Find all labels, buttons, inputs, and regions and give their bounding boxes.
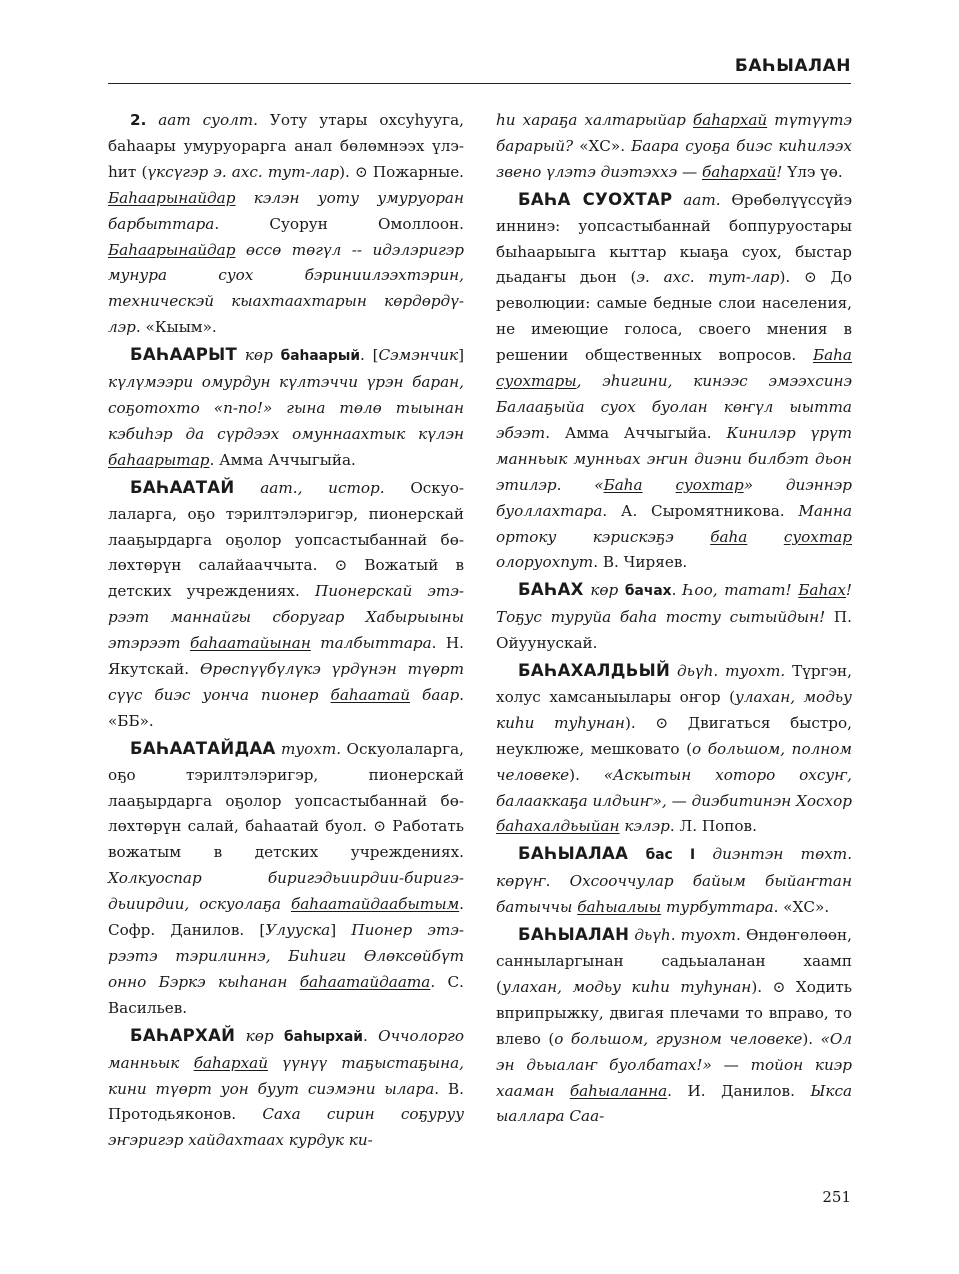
entry-bahyalaa: БАҺЫАЛАА бас I диэнтэн төхт. көрүҥ. Охсооччулар байым быйаҥтан батыччы баһыалыы турбуттара. «ХС». xyxy=(496,844,853,917)
entry-bahaaryt: БАҺААРЫТ көр баһаарый. [Сэмэнчик] күлүмээри омурдун күлтэччи үрэн баран, соҕотохто «п-по!» гына төлө тыынан кэбиһэр да сүрдээх омуннаахтык күлэн баһаарытар. Амма Аччыгыйа. xyxy=(108,345,464,469)
entry-bahaatai: БАҺААТАЙ аат., истор. Оскуолаларга, оҕо тэрилтэлэригэр, пионерскай лааҕырдарга оҕолор уопсастыбаннай бөлөхтөрүн салайааччыта. ⊙ Вожатый в детских учреждениях. Пионерскай этэрээт маннайгы сборугар Хабырыыны этэрээт баһаатайынан талбыттара. Н. Якутскай. Өрөспүүбүлүкэ үрдүнэн түөрт сүүс биэс уонча пионер баһаатай баар. «ББ». xyxy=(108,477,464,730)
entry-bahyalan: БАҺЫАЛАН дьүһ. туохт. Өндөҥөлөөн, санныларгынан садьыаланан хаамп (улахан, модьу киһи туһунан). ⊙ Ходить вприпрыжку, двигая плечами то вправо, то влево (о большом, грузном человеке). «Ол эн дьыалаҥ буолбатах!» — тойон киэр хааман баһыаланна. И. Данилов. Ыкса ыаллара Саа- xyxy=(496,925,853,1126)
headword: БАҺЫАЛАН xyxy=(518,925,630,945)
headword: БАҺАХ xyxy=(518,580,584,600)
header-rule xyxy=(108,83,851,84)
headword: БАҺЫАЛАА xyxy=(518,844,629,864)
right-column xyxy=(496,108,852,1131)
headword: БАҺАРХАЙ xyxy=(130,1025,236,1045)
running-head: БАҺЫАЛАН xyxy=(734,56,851,76)
headword: БАҺАХАЛДЬЫЙ xyxy=(518,661,671,681)
headword: БАҺААТАЙ xyxy=(130,477,235,497)
headword: БАҺААРЫТ xyxy=(130,345,238,365)
entry-baharkhai-continued: һи хараҕа халтарыйар баһархай түтүүтэ барарый? «ХС». Баара суоҕа биэс киһилээх звено үлэтэ диэтэххэ — баһархай! Үлэ үө. xyxy=(496,111,852,181)
entry-bahakh: БАҺАХ көр бачах. Һоо, тaтат! Баһах! Тоҕус туруйа баһа тосту сытыйдын! П. Ойуунускай. xyxy=(496,580,852,653)
entry-baharkhai: БАҺАРХАЙ көр баһырхай. Оччолорго манньык баһархай үүнүү таҕыстаҕына, кини түөрт уон буут сиэмэни ылара. В. Протодьяконов. Саха сирин соҕуруу эҥэригэр хайдахтаах курдук ки- xyxy=(108,1025,464,1150)
left-column xyxy=(108,108,464,1155)
page-number: 251 xyxy=(822,1188,851,1206)
entry-baha-suokhtar: БАҺА СУОХТАР аат. Өрөбөлүүссүйэ иннинэ: уопсастыбаннай боппуруостары быһаарыыга кыттар кыаҕа суох, быстар дьадаҥы дьон (э. ахс. тут-лар). ⊙ До революции: самые бедные слои населения, не имеющие голоса, своего мнения в решении общественных вопросов. Баһа суохтары, эһигини, кинээс эмээхсинэ Балааҕыйа суох буолан көҥүл ыытта эбээт. Амма Аччыгыйа. Кинилэр үрүт манньык мунньах эҥин диэни билбэт дьон этилэр. «Баһа суохтар» диэннэр буоллахтара. А. Сыромятникова. Манна ортоку кэрискэҕэ баһа суохтар олоруохпут. В. Чиряев. xyxy=(496,189,853,572)
headword: БАҺААТАЙДАА xyxy=(130,738,276,758)
headword: БАҺА СУОХТАР xyxy=(518,189,673,209)
entry-bahaataidaa: БАҺААТАЙДАА туохт. Оскуолаларга, оҕо тэрилтэлэригэр, пионерскай лааҕырдарга оҕолор уопсастыбаннай бөлөхтөрүн салай, баһаатай буол. ⊙ Работать вожатым в детских учреждениях. Холкуоспар биригэдьиирдии-биригэдьиирдии, оскуолаҕа баһаатайдаабытым. Софр. Данилов. [Улууска] Пионер этэрээтэ тэрилиннэ, Биһиги Өлөксөйбүт онно Бэркэ кыһанан баһаатайдаата. С. Васильев. xyxy=(108,738,464,1017)
entry-bahakhaldyi: БАҺАХАЛДЬЫЙ дьүһ. туохт. Түргэн, холус хамсаныылары оҥор (улахан, модьу киһи туһунан). ⊙ Двигаться быстро, неуклюже, мешковато (о большом, полном человеке). «Аскытын хоторо охсуҥ, балааккаҕа илдьиҥ», — диэбитинэн Хосхор баһахалдьыйан кэлэр. Л. Попов. xyxy=(496,661,853,836)
entry-bahaar-sense-2: 2. аат суолт. Уоту утары охсуһууга, баһаары умуруорарга анал бөлөмнээх үлэһит (үксүгэр э. ахс. тут-лар). ⊙ Пожарные. Баһаарынайдар кэлэн уоту умуруоран барбыттара. Суорун Омоллоон. Баһаарынайдар өссө төгүл -- идэлэригэр мунура суох бэриниилээхтэрин, техническэй кыахтаахтарын көрдөрдүлэр. «Кыым». xyxy=(108,111,465,337)
